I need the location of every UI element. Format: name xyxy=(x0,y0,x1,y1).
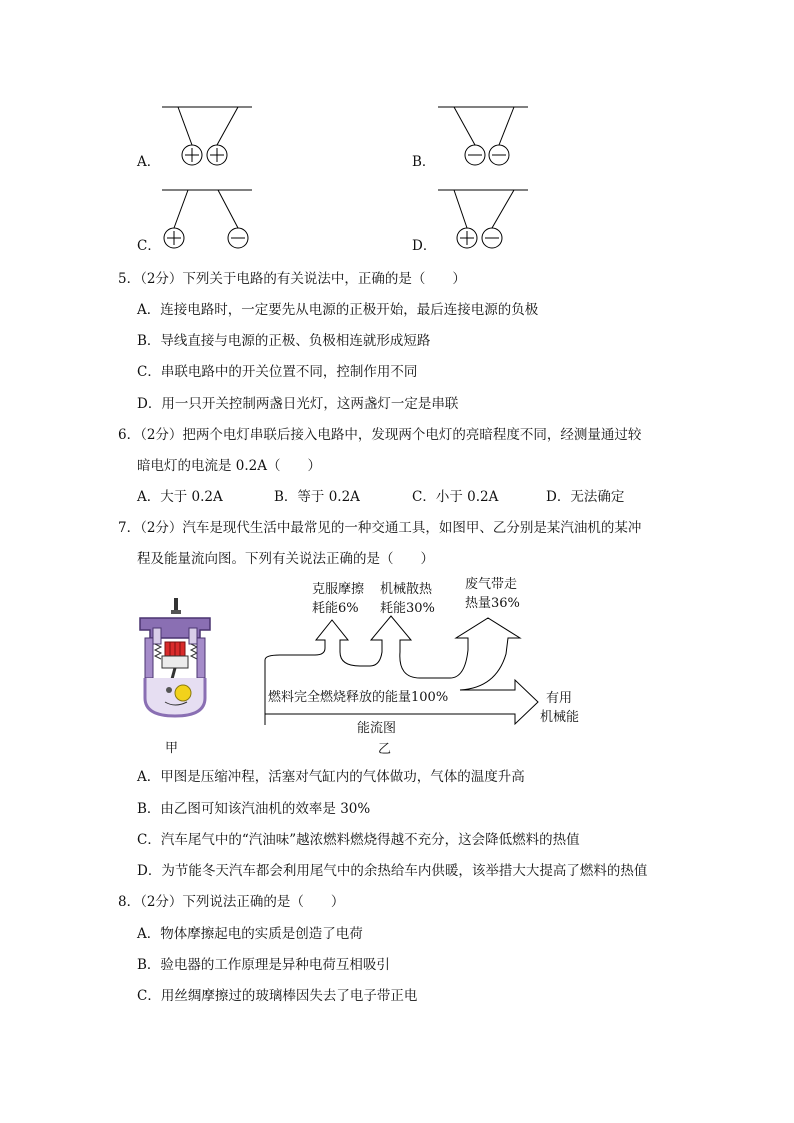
q5-option-c: C．串联电路中的开关位置不同，控制作用不同 xyxy=(137,364,418,380)
q4-option-c-letter: C． xyxy=(137,238,161,254)
flow-diagram-title: 能流图 xyxy=(357,721,397,736)
useful-output-line-1: 有用 xyxy=(546,691,573,706)
figure-label-jia: 甲 xyxy=(165,741,179,756)
q8-stem: 8．（2分）下列说法正确的是（ ） xyxy=(118,894,345,910)
q7-option-b: B．由乙图可知该汽油机的效率是 30% xyxy=(137,801,371,817)
q6-option-a: A．大于 0.2A xyxy=(137,489,223,505)
q8-option-a: A．物体摩擦起电的实质是创造了电荷 xyxy=(137,926,363,942)
branch-exhaust-line-2: 热量36% xyxy=(465,596,520,611)
q5-option-a: A．连接电路时，一定要先从电源的正极开始，最后连接电源的负极 xyxy=(137,302,539,318)
branch-friction-line-2: 耗能6% xyxy=(312,601,359,616)
q4-option-a-letter: A． xyxy=(137,154,161,170)
q7-option-c: C．汽车尾气中的“汽油味”越浓燃料燃烧得越不充分，这会降低燃料的热值 xyxy=(137,832,580,848)
q7-option-a: A．甲图是压缩冲程，活塞对气缸内的气体做功，气体的温度升高 xyxy=(137,769,525,785)
branch-exhaust-line-1: 废气带走 xyxy=(465,577,518,592)
q4-option-c-diagram xyxy=(160,183,260,253)
q4-option-a-diagram xyxy=(160,100,260,170)
branch-friction-line-1: 克服摩擦 xyxy=(312,582,365,597)
q6-stem-line-1: 6．（2分）把两个电灯串联后接入电路中，发现两个电灯的亮暗程度不同，经测量通过较 xyxy=(118,427,642,443)
q5-option-d: D．用一只开关控制两盏日光灯，这两盏灯一定是串联 xyxy=(137,396,459,412)
q4-option-b-letter: B． xyxy=(412,154,436,170)
figure-label-yi: 乙 xyxy=(378,742,392,757)
q6-option-d: D．无法确定 xyxy=(546,489,625,505)
q5-stem: 5．（2分）下列关于电路的有关说法中，正确的是（ ） xyxy=(118,271,466,287)
q7-stem-line-1: 7．（2分）汽车是现代生活中最常见的一种交通工具，如图甲、乙分别是某汽油机的某冲 xyxy=(118,520,642,536)
q4-option-d-letter: D． xyxy=(412,238,437,254)
q6-option-b: B．等于 0.2A xyxy=(274,489,360,505)
q7-option-d: D．为节能冬天汽车都会利用尾气中的余热给车内供暖，该举措大大提高了燃料的热值 xyxy=(137,863,648,879)
branch-heat-dissipation-line-2: 耗能30% xyxy=(380,601,435,616)
q7-stem-line-2: 程及能量流向图。下列有关说法正确的是（ ） xyxy=(137,551,434,567)
q8-option-c: C．用丝绸摩擦过的玻璃棒因失去了电子带正电 xyxy=(137,988,418,1004)
q8-option-b: B．验电器的工作原理是异种电荷互相吸引 xyxy=(137,957,390,973)
engine-cylinder-figure xyxy=(135,598,235,723)
q4-option-d-diagram xyxy=(436,183,536,253)
q6-option-c: C．小于 0.2A xyxy=(412,489,499,505)
q6-stem-line-2: 暗电灯的电流是 0.2A（ ） xyxy=(137,458,322,474)
branch-heat-dissipation-line-1: 机械散热 xyxy=(380,582,433,597)
useful-output-line-2: 机械能 xyxy=(540,710,580,725)
main-energy-label: 燃料完全燃烧释放的能量100% xyxy=(268,690,449,705)
q4-option-b-diagram xyxy=(436,100,536,170)
energy-flow-diagram xyxy=(260,610,560,735)
q5-option-b: B．导线直接与电源的正极、负极相连就形成短路 xyxy=(137,333,431,349)
